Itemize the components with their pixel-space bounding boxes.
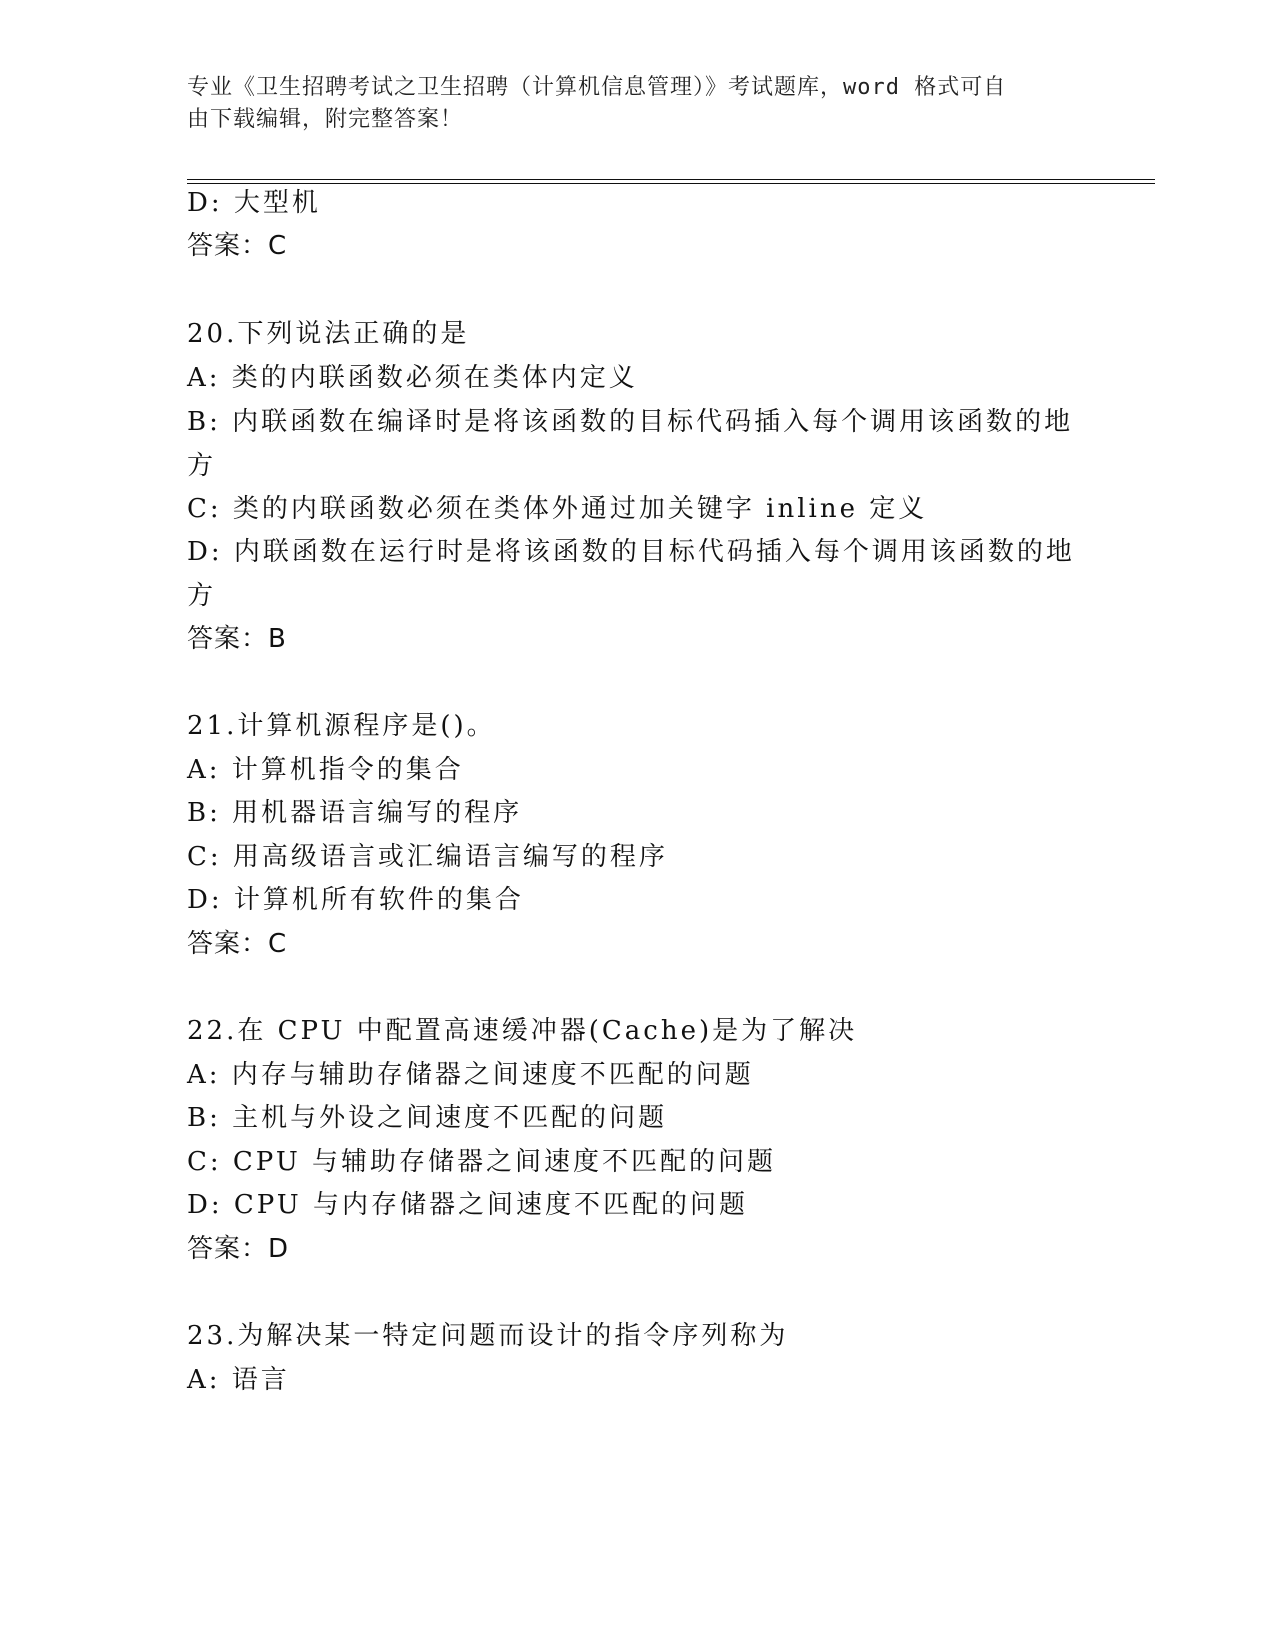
q20-answer: 答案：B xyxy=(187,624,287,654)
q22-option-d: D: CPU 与内存储器之间速度不匹配的问题 xyxy=(187,1190,748,1220)
q20-stem: 20.下列说法正确的是 xyxy=(187,319,470,349)
q20-option-d-line2: 方 xyxy=(187,581,217,611)
q23-stem: 23.为解决某一特定问题而设计的指令序列称为 xyxy=(187,1321,789,1351)
prev-answer: 答案：C xyxy=(187,231,288,261)
q21-stem: 21.计算机源程序是()。 xyxy=(187,711,496,741)
q22-option-c: C: CPU 与辅助存储器之间速度不匹配的问题 xyxy=(187,1147,777,1177)
q21-option-c: C: 用高级语言或汇编语言编写的程序 xyxy=(187,842,668,872)
header-line-1: 专业《卫生招聘考试之卫生招聘（计算机信息管理）》考试题库，word 格式可自 xyxy=(187,75,1007,100)
q20-option-d-line1: D: 内联函数在运行时是将该函数的目标代码插入每个调用该函数的地 xyxy=(187,537,1075,567)
prev-option-d: D: 大型机 xyxy=(187,188,321,218)
q21-option-b: B: 用机器语言编写的程序 xyxy=(187,798,523,828)
q22-option-b: B: 主机与外设之间速度不匹配的问题 xyxy=(187,1103,668,1133)
header-divider-bottom xyxy=(187,183,1155,184)
q21-answer: 答案：C xyxy=(187,929,288,959)
q21-option-a: A: 计算机指令的集合 xyxy=(187,755,464,785)
q22-stem: 22.在 CPU 中配置高速缓冲器(Cache)是为了解决 xyxy=(187,1016,858,1046)
q22-answer: 答案：D xyxy=(187,1234,290,1264)
q22-option-a: A: 内存与辅助存储器之间速度不匹配的问题 xyxy=(187,1060,754,1090)
q20-option-c: C: 类的内联函数必须在类体外通过加关键字 inline 定义 xyxy=(187,494,928,524)
header-divider-top xyxy=(187,179,1155,180)
q23-option-a: A: 语言 xyxy=(187,1365,290,1395)
q20-option-b-line1: B: 内联函数在编译时是将该函数的目标代码插入每个调用该函数的地 xyxy=(187,407,1074,437)
header-line-2: 由下载编辑，附完整答案！ xyxy=(187,107,464,132)
q20-option-a: A: 类的内联函数必须在类体内定义 xyxy=(187,363,638,393)
q20-option-b-line2: 方 xyxy=(187,451,217,481)
q21-option-d: D: 计算机所有软件的集合 xyxy=(187,885,524,915)
document-header xyxy=(187,72,1087,136)
